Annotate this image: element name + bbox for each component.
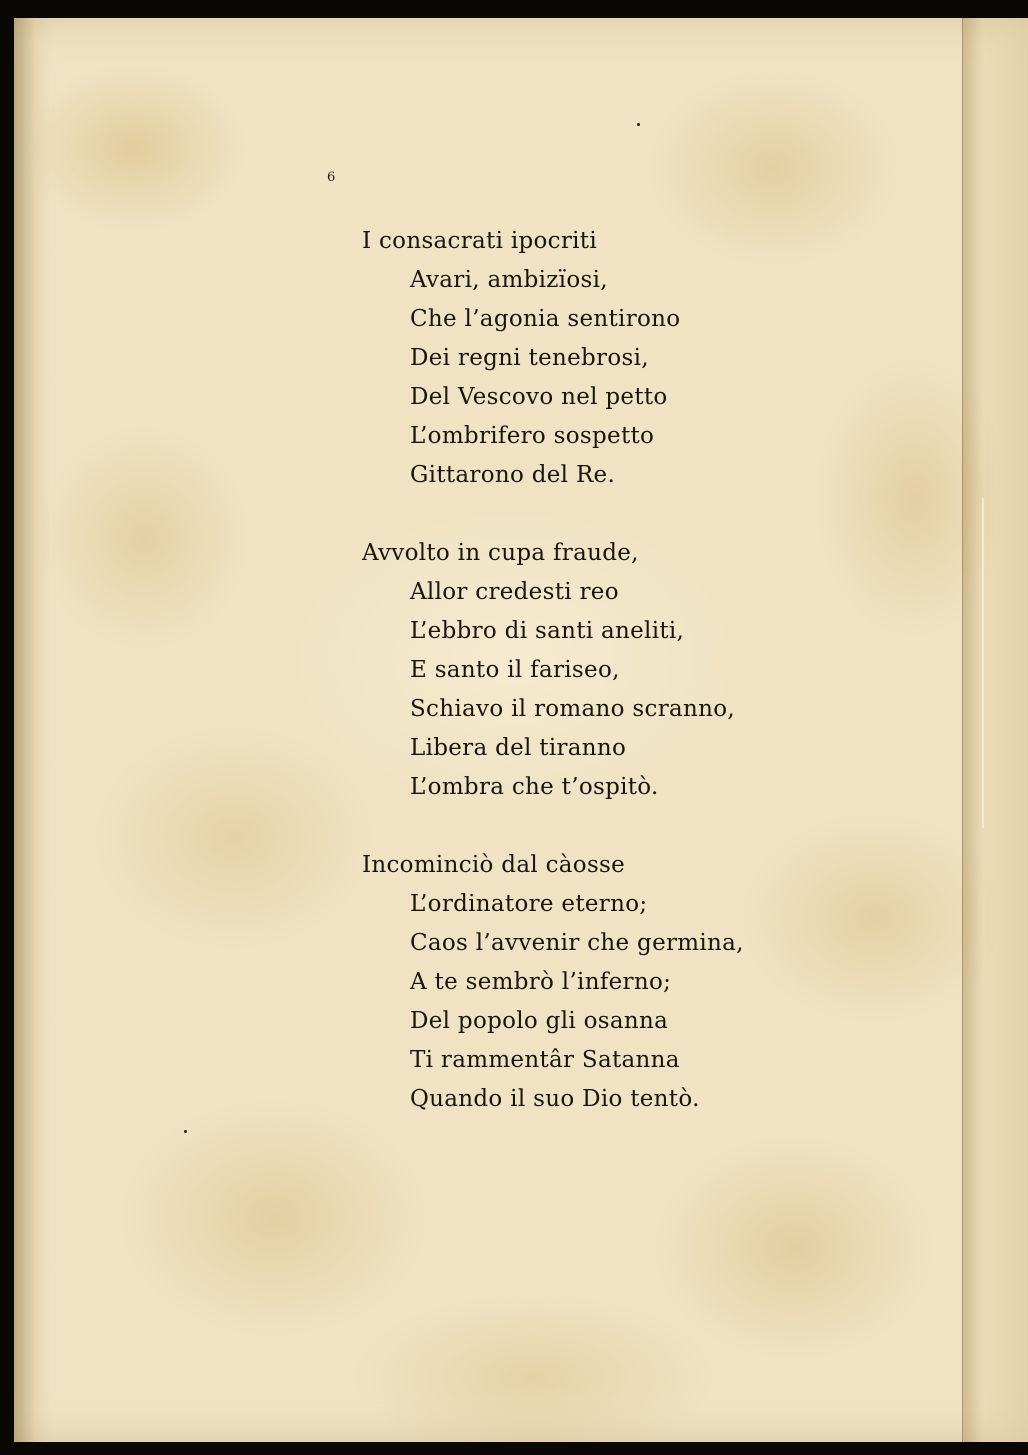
verse-line: Schiavo il romano scranno, <box>410 696 736 722</box>
verse-line: Del popolo gli osanna <box>410 1008 669 1034</box>
ink-speck <box>637 123 640 126</box>
verse-line: Caos l’avvenir che germina, <box>410 930 744 956</box>
verse-line: Avvolto in cupa fraude, <box>362 540 639 566</box>
verse-line: E santo il fariseo, <box>410 657 620 683</box>
poem-body <box>362 222 802 1158</box>
verse-line: Quando il suo Dio tentò. <box>410 1086 700 1112</box>
verse-line: Gittarono del Re. <box>410 462 616 488</box>
page-gutter-shadow <box>14 18 50 1442</box>
stanza-3 <box>362 846 802 1119</box>
verse-line: Avari, ambizïosi, <box>410 267 608 293</box>
stanza-1 <box>362 222 802 495</box>
verse-line: Che l’agonia sentirono <box>410 306 681 332</box>
verse-line: Libera del tiranno <box>410 735 627 761</box>
verse-line: I consacrati ipocriti <box>362 228 598 254</box>
verse-line: L’ombrifero sospetto <box>410 423 655 449</box>
ink-speck <box>184 1130 187 1133</box>
verse-line: L’ordinatore eterno; <box>410 891 648 917</box>
verse-line: A te sembrò l’inferno; <box>410 969 672 995</box>
stanza-2 <box>362 534 802 807</box>
verse-line: Allor credesti reo <box>410 579 619 605</box>
verse-line: L’ebbro di santi aneliti, <box>410 618 685 644</box>
verse-line: Dei regni tenebrosi, <box>410 345 649 371</box>
verse-line: Incominciò dal càosse <box>362 852 626 878</box>
verse-line: Del Vescovo nel petto <box>410 384 668 410</box>
verse-line: L’ombra che t’ospitò. <box>410 774 659 800</box>
binding-thread <box>982 498 984 828</box>
page-number: 6 <box>327 170 336 185</box>
verse-line: Ti rammentâr Satanna <box>410 1047 680 1073</box>
next-page-edge <box>962 18 1028 1442</box>
